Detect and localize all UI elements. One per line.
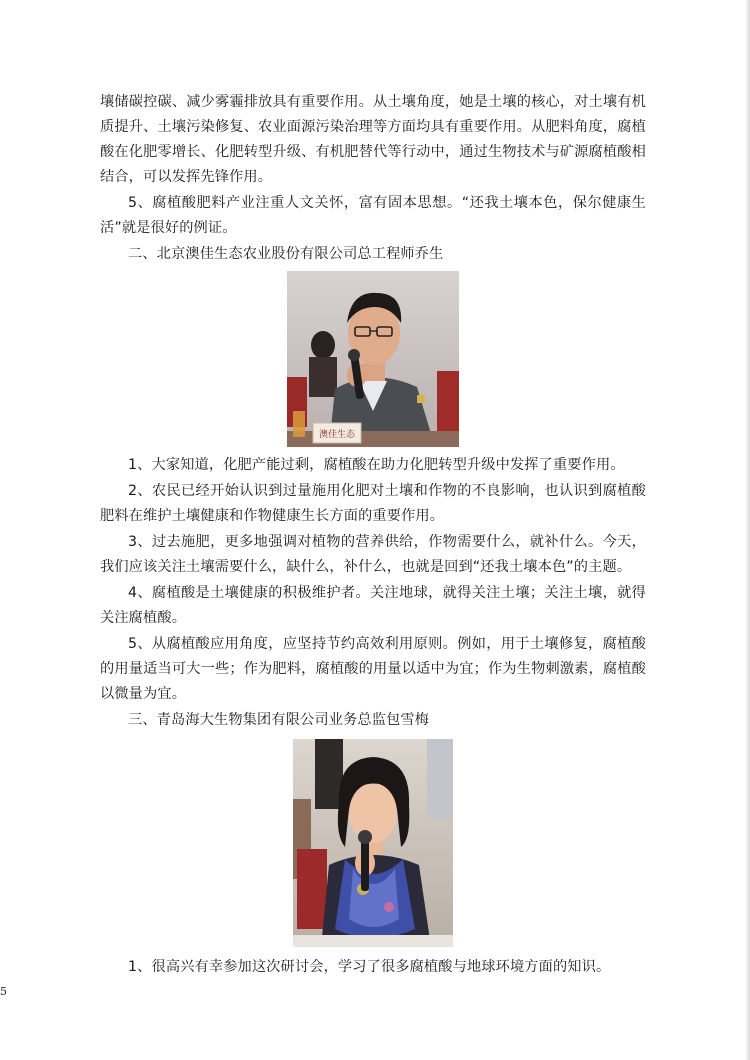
speaker-2-photo-illustration: [287, 271, 459, 447]
paragraph-s2-2: 2、农民已经开始认识到过量施用化肥对土壤和作物的不良影响，也认识到腐植酸肥料在维护土壤健康和作物健康生长方面的重要作用。: [100, 483, 646, 524]
paragraph-s2-1: 1、大家知道，化肥产能过剩，腐植酸在助力化肥转型升级中发挥了重要作用。: [128, 457, 625, 473]
photo-speaker-3: [293, 739, 453, 947]
page-number: 5: [0, 985, 7, 998]
paragraph-s2-4: 4、腐植酸是土壤健康的积极维护者。关注地球，就得关注土壤；关注土壤，就得关注腐植酸。: [100, 585, 646, 626]
nameplate-text: 澳佳生态: [318, 430, 356, 440]
paragraph-s2-5: 5、从腐植酸应用角度，应坚持节约高效利用原则。例如，用于土壤修复，腐植酸的用量适当可大一些；作为肥料，腐植酸的用量以适中为宜；作为生物刺激素，腐植酸以微量为宜。: [100, 636, 646, 702]
page-edge-shadow: [746, 0, 750, 1060]
photo-speaker-2: [287, 271, 459, 447]
photo-speaker-3-container: [100, 733, 646, 955]
section-heading-2: 二、北京澳佳生态农业股份有限公司总工程师乔生: [128, 246, 444, 262]
paragraph-s3-1: 1、很高兴有幸参加这次研讨会，学习了很多腐植酸与地球环境方面的知识。: [128, 959, 611, 975]
paragraph-intro-2: 5、腐植酸肥料产业注重人文关怀，富有固本思想。“还我土壤本色，保尔健康生活”就是很好的例证。: [100, 195, 646, 236]
document-body: [100, 90, 646, 980]
paragraph-intro-1: 壤储碳控碳、减少雾霾排放具有重要作用。从土壤角度，她是土壤的核心，对土壤有机质提升、土壤污染修复、农业面源污染治理等方面均具有重要作用。从肥料角度，腐植酸在化肥零增长、化肥转型升级、有机肥替代等行动中，通过生物技术与矿源腐植酸相结合，可以发挥先锋作用。: [100, 94, 646, 185]
section-heading-3: 三、青岛海大生物集团有限公司业务总监包雪梅: [128, 712, 430, 728]
photo-speaker-2-container: [100, 267, 646, 453]
speaker-3-photo-illustration: [293, 739, 453, 947]
paragraph-s2-3: 3、过去施肥，更多地强调对植物的营养供给，作物需要什么，就补什么。今天，我们应该关注土壤需要什么，缺什么，补什么，也就是回到“还我土壤本色”的主题。: [100, 534, 646, 575]
